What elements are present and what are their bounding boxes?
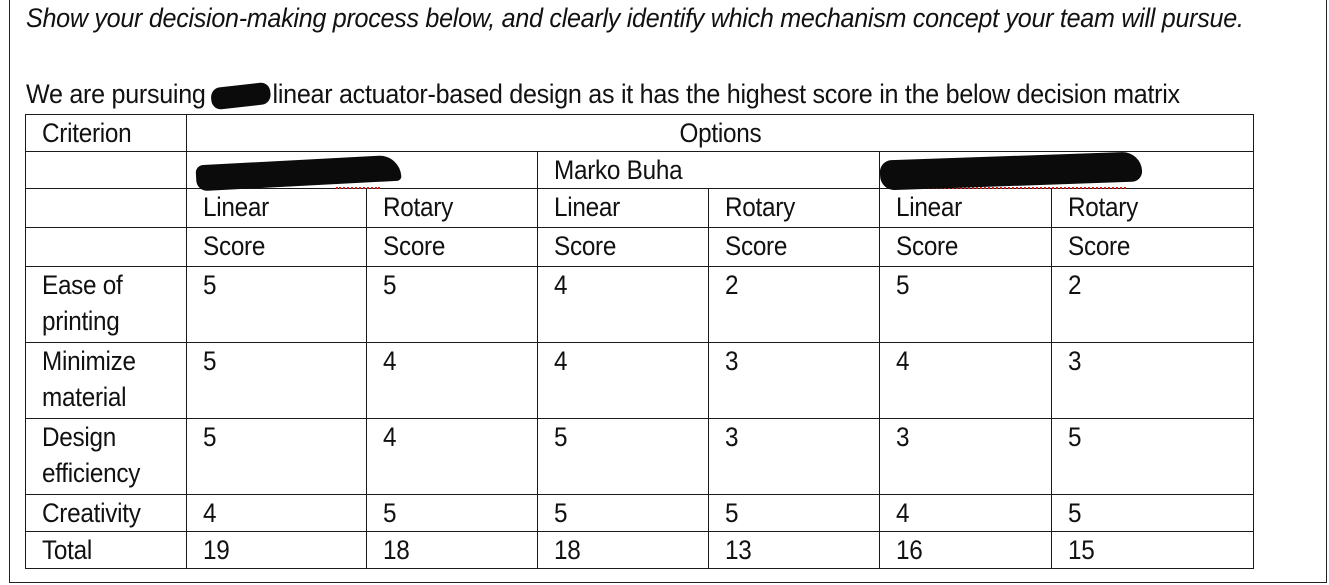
total-cell: 13 (709, 532, 880, 569)
score-cell: 5 (187, 419, 367, 495)
score-cell: 4 (880, 495, 1052, 532)
score-cell: 4 (367, 343, 538, 419)
score-label: Score (538, 228, 709, 267)
prompt-text: Show your decision-making process below, and clearly identify which mechanism concept your team will pursue. (26, 3, 1244, 33)
total-cell: 15 (1052, 532, 1254, 569)
score-label-row (26, 228, 1254, 267)
score-cell: 5 (367, 495, 538, 532)
score-cell: 5 (880, 267, 1052, 343)
header-row (26, 115, 1254, 152)
score-label: Score (709, 228, 880, 267)
score-cell: 2 (709, 267, 880, 343)
type-row (26, 189, 1254, 228)
score-cell: 4 (367, 419, 538, 495)
criterion-cell: Creativity (26, 495, 187, 532)
type-cell: Linear (538, 189, 709, 228)
score-cell: 5 (538, 419, 709, 495)
type-cell: Linear (187, 189, 367, 228)
score-cell: 5 (1052, 495, 1254, 532)
score-cell: 4 (187, 495, 367, 532)
options-header: Options (187, 115, 1254, 152)
total-row (26, 532, 1254, 569)
score-label: Score (187, 228, 367, 267)
score-cell: 3 (709, 419, 880, 495)
type-cell: Linear (880, 189, 1052, 228)
score-label: Score (367, 228, 538, 267)
score-cell: 5 (187, 343, 367, 419)
table-row (26, 343, 1254, 419)
score-cell: 2 (1052, 267, 1254, 343)
score-label: Score (880, 228, 1052, 267)
total-cell: 19 (187, 532, 367, 569)
score-cell: 3 (1052, 343, 1254, 419)
total-cell: 18 (367, 532, 538, 569)
score-cell: 5 (709, 495, 880, 532)
score-cell: 4 (538, 267, 709, 343)
criterion-cell: Minimize material (26, 343, 187, 419)
statement-end: linear actuator-based design as it has the highest score in the below decision matrix (272, 79, 1180, 109)
total-cell: 16 (880, 532, 1052, 569)
type-cell: Rotary (367, 189, 538, 228)
criterion-cell: Ease of printing (26, 267, 187, 343)
score-cell: 3 (880, 419, 1052, 495)
member-2: Marko Buha (538, 152, 880, 189)
score-cell: 3 (709, 343, 880, 419)
criterion-header: Criterion (26, 115, 187, 152)
score-cell: 5 (367, 267, 538, 343)
statement-start: We are pursuing (26, 79, 206, 109)
criterion-cell: Design efficiency (26, 419, 187, 495)
table-row (26, 419, 1254, 495)
redacted-name (210, 82, 271, 111)
total-cell: 18 (538, 532, 709, 569)
decision-statement (26, 76, 1180, 113)
table-row (26, 267, 1254, 343)
score-cell: 4 (538, 343, 709, 419)
criterion-cell: Total (26, 532, 187, 569)
score-cell: 5 (187, 267, 367, 343)
score-label: Score (1052, 228, 1254, 267)
table-row (26, 495, 1254, 532)
type-cell: Rotary (1052, 189, 1254, 228)
score-cell: 5 (1052, 419, 1254, 495)
score-cell: 5 (538, 495, 709, 532)
score-cell: 4 (880, 343, 1052, 419)
type-cell: Rotary (709, 189, 880, 228)
spellcheck-underline (336, 183, 380, 189)
